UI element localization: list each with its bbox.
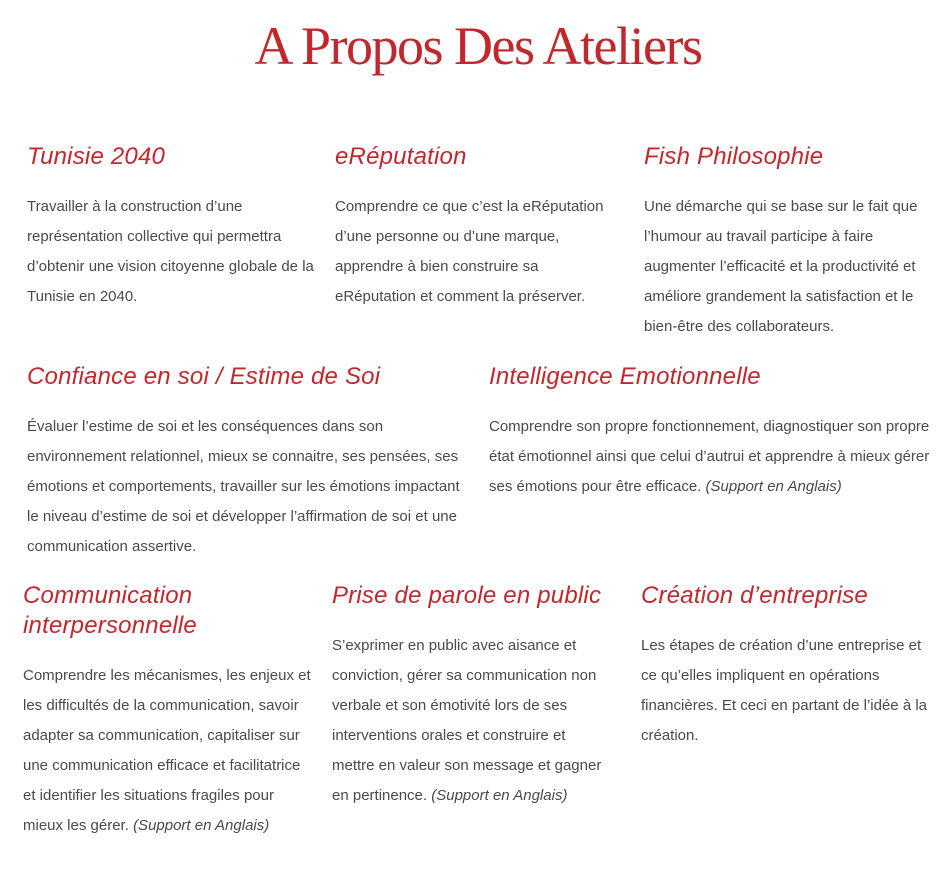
atelier-title: Prise de parole en public xyxy=(332,582,602,609)
description-text: Travailler à la construction d’une représentation collective qui permettra d’obtenir une vision citoyenne globale de la Tunisie en 2040. xyxy=(27,198,314,305)
description-text: Les étapes de création d’une entreprise et ce qu’elles impliquent en opérations financières. Et ceci en partant de l’idée à la création. xyxy=(641,637,928,744)
atelier-card-ereputation xyxy=(335,142,625,305)
atelier-description xyxy=(644,192,939,342)
description-text: S’exprimer en public avec aisance et conviction, gérer sa communication non verbale et son émotivité lors de ses interventions orales et construire et mettre en valeur son message et gagner en pertinence. xyxy=(332,637,602,804)
support-note: (Support en Anglais) xyxy=(705,478,842,495)
description-text: Comprendre les mécanismes, les enjeux et les difficultés de la communication, savoir adapter sa communication, capitaliser sur une communication efficace et facilitatrice et identifier les situations fragiles pour mieux les gérer. xyxy=(23,667,311,834)
support-note: (Support en Anglais) xyxy=(133,817,270,834)
atelier-description xyxy=(641,631,933,751)
atelier-card-confiance-en-soi xyxy=(27,362,472,555)
atelier-title: eRéputation xyxy=(335,143,467,170)
atelier-card-fish-philosophie xyxy=(644,142,939,335)
atelier-description xyxy=(332,631,612,811)
atelier-card-tunisie-2040 xyxy=(27,142,327,305)
atelier-card-communication-interpersonnelle xyxy=(23,581,315,834)
atelier-title: Création d’entreprise xyxy=(641,582,868,609)
atelier-description xyxy=(27,412,472,562)
description-text: Une démarche qui se base sur le fait que l’humour au travail participe à faire augmenter l’efficacité et la productivité et améliore grandement la satisfaction et le bien-être des collaborateurs. xyxy=(644,198,918,335)
atelier-title: Tunisie 2040 xyxy=(27,143,166,170)
atelier-card-creation-entreprise xyxy=(641,581,933,744)
page-title: A Propos Des Ateliers xyxy=(254,16,702,76)
atelier-description xyxy=(23,661,315,841)
description-text: Comprendre ce que c’est la eRéputation d’une personne ou d’une marque, apprendre à bien construire sa eRéputation et comment la préserver. xyxy=(335,198,604,305)
atelier-description xyxy=(335,192,620,312)
atelier-title: Intelligence Emotionnelle xyxy=(489,363,761,390)
support-note: (Support en Anglais) xyxy=(431,787,568,804)
description-text: Évaluer l’estime de soi et les conséquences dans son environnement relationnel, mieux se connaitre, ses pensées, ses émotions et comportements, travailler sur les émotions impactant le niveau d’estime de soi et développer l’affirmation de soi et une communication assertive. xyxy=(27,418,460,555)
atelier-title: Fish Philosophie xyxy=(644,143,824,170)
atelier-description xyxy=(489,412,934,502)
atelier-description xyxy=(27,192,322,312)
atelier-card-prise-de-parole xyxy=(332,581,624,804)
atelier-title: Confiance en soi / Estime de Soi xyxy=(27,363,381,390)
description-text: Comprendre son propre fonctionnement, diagnostiquer son propre état émotionnel ainsi que celui d’autrui et apprendre à mieux gérer ses émotions pour être efficace. xyxy=(489,418,930,495)
atelier-card-intelligence-emotionnelle xyxy=(489,362,934,495)
atelier-title: Communication interpersonnelle xyxy=(23,582,197,639)
